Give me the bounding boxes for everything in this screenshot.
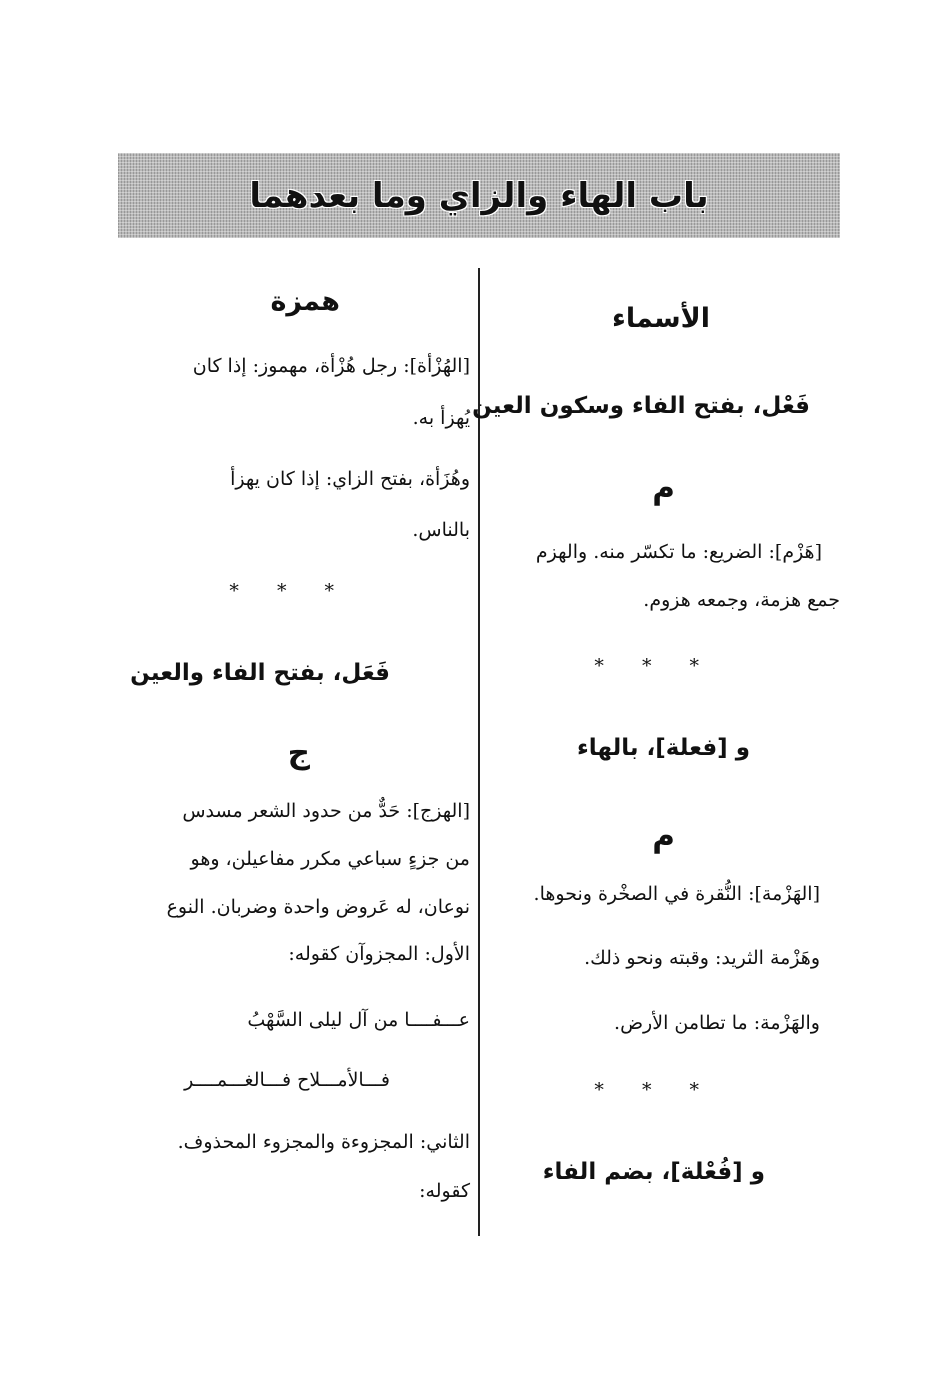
entry-second-type-cont: كقوله: [419,1180,470,1202]
section-heading-nouns: الأسماء [612,303,710,334]
entry-hazaj-line3: نوعان، له عَروض واحدة وضربان. النوع [166,896,470,918]
pattern-title-fal: فَعْل، بفتح الفاء وسكون العين [472,393,810,419]
entry-second-type: الثاني: المجزوءة والمجزوء المحذوف. [177,1131,470,1153]
entry-hazm-cont: جمع هزمة، وجمعه هزوم. [643,589,840,611]
entry-hazaj-line4: الأول: المجزوآن كقوله: [288,943,470,965]
root-letter-mim-2: م [652,818,675,854]
separator-stars: * * * [594,655,715,677]
entry-huzah-cont: يُهزأ به. [412,407,470,429]
verse-line-1: عـــفــــا من آل ليلى السَّهْبُ [247,1009,470,1031]
pattern-title-faal: فَعَل، بفتح الفاء والعين [130,660,390,686]
section-heading-hamza: همزة [270,286,340,317]
entry-huzah: [الهُزْأة]: رجل هُزْأة، مهموز: إذا كان [192,355,470,377]
chapter-title: باب الهاء والزاي وما بعدهما [249,175,709,216]
entry-hazmah-ard: والهَزْمة: ما تطامن الأرض. [614,1012,820,1034]
left-column [112,0,470,1374]
entry-hazm: [هَزْم]: الضريع: ما تكسّر منه. والهزم [535,541,822,563]
verse-line-2: فـــالأمـــلاح فـــالغـــمــــر [184,1069,390,1091]
entry-hazaj: [الهزج]: حَدٌّ من حدود الشعر مسدس [182,800,470,822]
separator-stars-3: * * * [229,580,350,602]
entry-hazaj-line2: من جزءٍ سباعي مكرر مفاعيلن، وهو [190,848,470,870]
pattern-title-falah: و [فعلة]، بالهاء [577,735,750,761]
pattern-title-fulah: و [فُعْلة]، بضم الفاء [542,1159,765,1185]
entry-hazmah: [الهَزْمة]: النُّقرة في الصخْرة ونحوها. [533,883,820,905]
root-letter-mim: م [652,470,675,506]
entry-huzaah-cont: بالناس. [412,519,470,541]
separator-stars-2: * * * [594,1079,715,1101]
entry-huzaah: وهُزَأة، بفتح الزاي: إذا كان يهزأ [230,468,470,490]
entry-hazmah-tharid: وهَزْمة الثريد: وقبته ونحو ذلك. [584,947,820,969]
root-letter-jim: ج [287,735,310,771]
